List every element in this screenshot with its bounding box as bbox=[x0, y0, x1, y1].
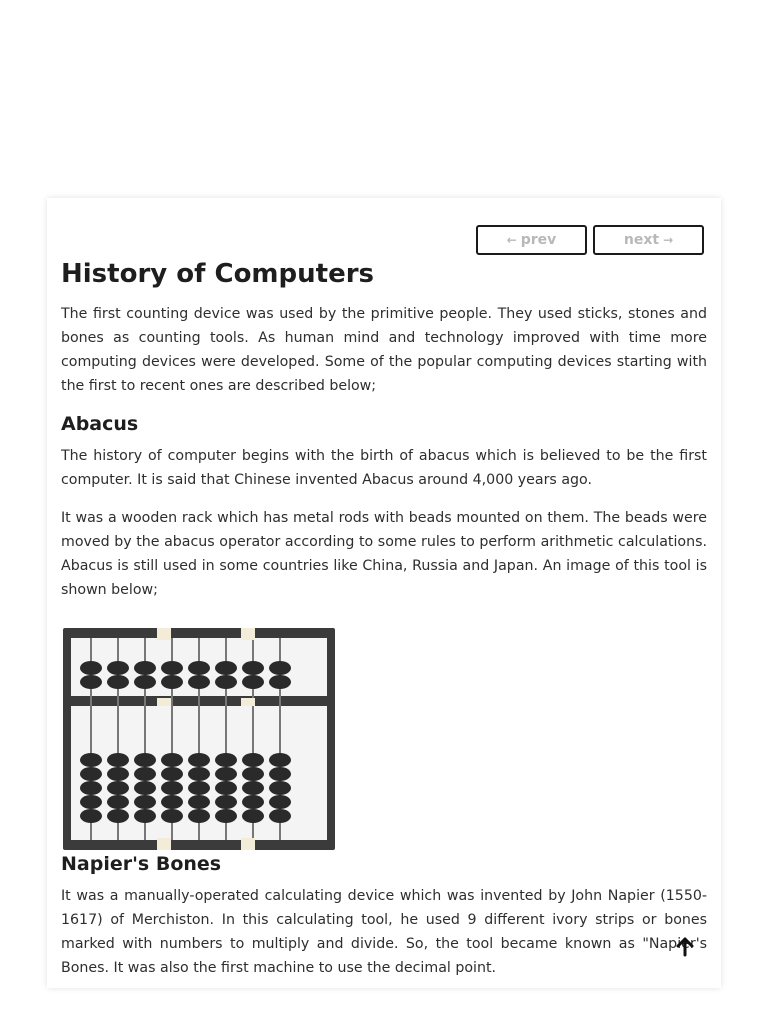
abacus-image bbox=[61, 626, 337, 852]
intro-paragraph: The first counting device was used by the primitive people. They used sticks, stones and bones as counting tools. As human mind and technology improved with time more computing devices were developed. Some of the popular computing devices starting with the first to recent ones are described below; bbox=[61, 306, 707, 394]
napier-paragraph: It was a manually-operated calculating device which was invented by John Napier (1550-1617) of Merchiston. In this calculating tool, he used 9 different ivory strips or bones marked with numbers to multiply and divide. So, the tool became known as "Napier's Bones. It was also the first machine to use the decimal point. bbox=[61, 888, 707, 976]
abacus-paragraph-2: It was a wooden rack which has metal rods with beads mounted on them. The beads were moved by the abacus operator according to some rules to perform arithmetic calculations. Abacus is still used in some countries like China, Russia and Japan. An image of this tool is shown below; bbox=[61, 510, 707, 598]
article-card bbox=[47, 198, 721, 988]
next-label: next bbox=[623, 232, 660, 248]
prev-button[interactable] bbox=[476, 225, 587, 255]
page-title: History of Computers bbox=[61, 259, 375, 289]
left-arrow-icon: ← bbox=[506, 233, 517, 247]
abacus-paragraph-1: The history of computer begins with the birth of abacus which is believed to be the first computer. It is said that Chinese invented Abacus around 4,000 years ago. bbox=[61, 448, 707, 488]
right-arrow-icon: → bbox=[663, 233, 674, 247]
arrow-up-icon bbox=[675, 937, 695, 957]
pagination-nav bbox=[476, 225, 704, 255]
scroll-to-top-button[interactable] bbox=[668, 930, 702, 964]
next-button[interactable] bbox=[593, 225, 704, 255]
ad-space bbox=[0, 0, 768, 198]
section-heading-napiers-bones: Napier's Bones bbox=[61, 853, 222, 875]
article-content bbox=[61, 256, 707, 988]
prev-label: prev bbox=[520, 232, 557, 248]
section-heading-abacus: Abacus bbox=[61, 413, 139, 435]
